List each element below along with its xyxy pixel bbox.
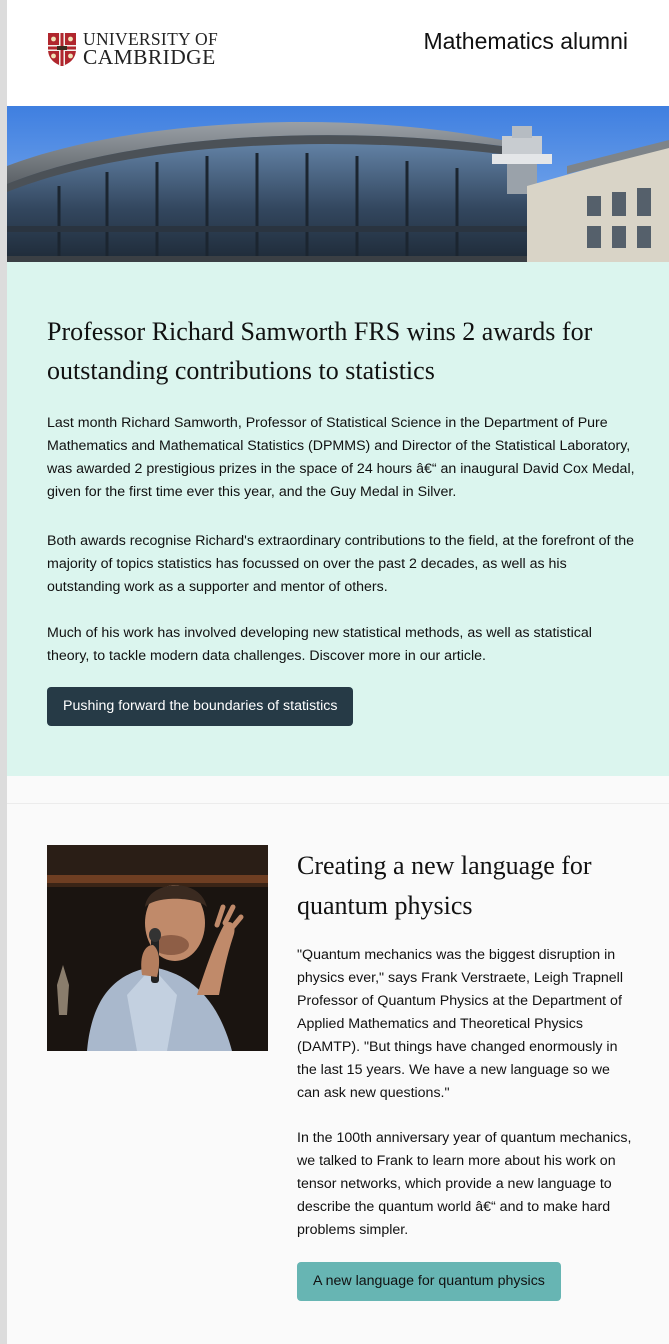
feature-headline: Professor Richard Samworth FRS wins 2 awards for outstanding contributions to statistics xyxy=(47,317,593,385)
university-crest-icon xyxy=(47,32,77,67)
section-divider xyxy=(7,803,669,804)
logo-line-2: CAMBRIDGE xyxy=(83,45,216,69)
email-page xyxy=(7,0,669,1344)
feature-paragraph: Both awards recognise Richard's extraordinary contributions to the field, at the forefront of the majority of topics statistics has focussed on over the past 2 decades, as well as his outstanding work as a supporter and mentor of others. xyxy=(47,533,635,595)
logo-line-1: UNIVERSITY OF xyxy=(83,29,218,49)
quantum-article-button[interactable]: A new language for quantum physics xyxy=(297,1262,561,1301)
feature-article xyxy=(7,262,669,776)
story-paragraph: "Quantum mechanics was the biggest disruption in physics ever," says Frank Verstraete, Leigh Trapnell Professor of Quantum Physics at the Department of Applied Mathematics and Theoretical Physics (DAMTP). "But things have changed enormously in the last 15 years. We have a new language so we can ask new questions." xyxy=(297,947,623,1101)
building-photo-icon xyxy=(7,106,669,262)
story-headline: Creating a new language for quantum physics xyxy=(297,851,592,920)
story-paragraph: In the 100th anniversary year of quantum mechanics, we talked to Frank to learn more about his work on tensor networks, which provide a new language to describe the quantum world â€“ and to make hard problems simpler. xyxy=(297,1130,632,1238)
university-logo[interactable] xyxy=(83,29,218,69)
feature-paragraph: Much of his work has involved developing new statistical methods, as well as statistical theory, to tackle modern data challenges. Discover more in our article. xyxy=(47,625,592,664)
newsletter-title: Mathematics alumni xyxy=(423,28,628,54)
story-photo xyxy=(47,845,268,1051)
email-header xyxy=(7,0,669,106)
hero-image xyxy=(7,106,669,262)
feature-paragraph: Last month Richard Samworth, Professor of Statistical Science in the Department of Pure Mathematics and Mathematical Statistics (DPMMS) and Director of the Statistical Laboratory, was awarded 2 prestigious prizes in the space of 24 hours â€“ an inaugural David Cox Medal, given for the first time ever this year, and the Guy Medal in Silver. xyxy=(47,415,635,500)
speaker-photo-icon xyxy=(47,845,268,1051)
statistics-article-button[interactable]: Pushing forward the boundaries of statistics xyxy=(47,687,353,726)
